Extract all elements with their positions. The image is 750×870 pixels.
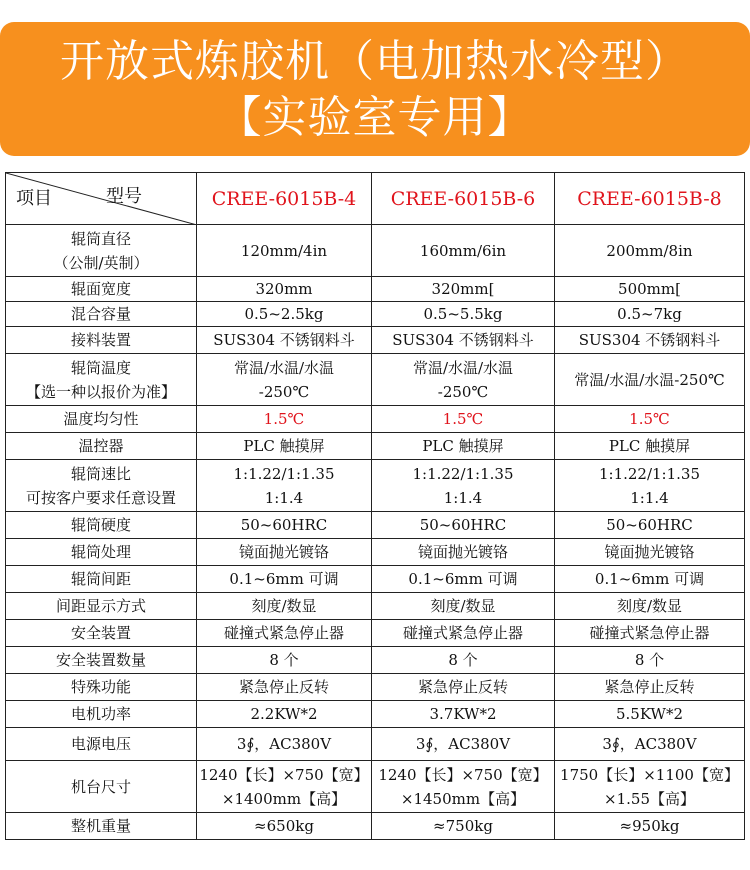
row-label-line: 可按客户要求任意设置: [25, 488, 176, 507]
value-line: 常温/水温/水温-250℃: [574, 370, 725, 389]
value-line: -250℃: [258, 382, 310, 401]
value-line: 320mm[: [431, 280, 495, 298]
table-row: [6, 647, 745, 674]
spec-body: [6, 225, 745, 840]
row-label: [6, 647, 197, 674]
value-cell: [197, 728, 372, 761]
table-row: [6, 354, 745, 406]
row-label: [6, 761, 197, 813]
value-line: 1.5℃: [263, 410, 305, 428]
value-cell: [372, 761, 555, 813]
value-line: 500mm[: [618, 280, 681, 298]
row-label: [6, 728, 197, 761]
value-line: 0.1~6mm 可调: [229, 570, 339, 588]
value-cell: [555, 566, 745, 593]
row-label-line: 辊筒处理: [70, 543, 131, 561]
row-label: [6, 620, 197, 647]
value-cell: [197, 512, 372, 539]
value-line: 0.5~7kg: [617, 305, 682, 323]
value-line: 碰撞式紧急停止器: [402, 624, 523, 642]
value-line: 50~60HRC: [240, 516, 328, 534]
row-label: [6, 406, 197, 433]
value-line: 镜面抛光镀铬: [238, 543, 329, 561]
value-line: 1240【长】×750【宽】: [378, 765, 548, 784]
value-cell: [197, 327, 372, 354]
value-cell: [372, 327, 555, 354]
value-line: 碰撞式紧急停止器: [223, 624, 344, 642]
row-label-line: 混合容量: [70, 305, 131, 323]
row-label-line: 间距显示方式: [55, 597, 146, 615]
table-row: [6, 701, 745, 728]
row-label: [6, 225, 197, 277]
value-cell: [555, 327, 745, 354]
value-cell: [555, 593, 745, 620]
value-line: ≈950kg: [619, 817, 680, 835]
value-line: 常温/水温/水温: [412, 358, 514, 377]
value-cell: [372, 406, 555, 433]
row-label-line: 温控器: [78, 437, 124, 455]
value-cell: [555, 647, 745, 674]
model-header-2: CREE-6015B-6: [372, 173, 555, 225]
value-line: 1:1.22/1:1.35: [412, 464, 514, 483]
value-line: PLC 触摸屏: [422, 437, 504, 455]
table-row: [6, 277, 745, 302]
value-line: 3∮，AC380V: [236, 735, 332, 753]
value-cell: [372, 566, 555, 593]
value-cell: [197, 647, 372, 674]
value-line: 常温/水温/水温: [233, 358, 335, 377]
value-line: 160mm/6in: [419, 241, 507, 260]
value-cell: [555, 225, 745, 277]
value-line: 1.5℃: [629, 410, 670, 428]
banner-subtitle: 【实验室专用】: [217, 92, 533, 143]
value-line: ≈650kg: [254, 817, 314, 835]
title-banner: [0, 22, 750, 156]
row-label-line: 机台尺寸: [70, 777, 131, 796]
value-line: 镜面抛光镀铬: [604, 543, 695, 561]
table-row: [6, 225, 745, 277]
row-label-line: 安全装置数量: [55, 651, 146, 669]
value-line: 刻度/数显: [251, 597, 317, 615]
value-line: 5.5KW*2: [616, 705, 683, 723]
value-line: 50~60HRC: [606, 516, 693, 534]
value-line: 刻度/数显: [616, 597, 683, 615]
table-row: [6, 761, 745, 813]
model-header-3: CREE-6015B-8: [555, 173, 745, 225]
table-row: [6, 539, 745, 566]
value-cell: [372, 460, 555, 512]
value-line: 刻度/数显: [430, 597, 496, 615]
row-label-line: 安全装置: [70, 624, 131, 642]
header-row: [6, 173, 745, 225]
value-line: ≈750kg: [433, 817, 493, 835]
row-label-line: 温度均匀性: [63, 410, 139, 428]
value-line: PLC 触摸屏: [243, 437, 325, 455]
value-cell: [372, 433, 555, 460]
value-line: PLC 触摸屏: [608, 437, 691, 455]
table-row: [6, 302, 745, 327]
row-label: [6, 302, 197, 327]
value-line: 紧急停止反转: [417, 678, 508, 696]
value-cell: [555, 302, 745, 327]
value-cell: [555, 674, 745, 701]
row-label: [6, 674, 197, 701]
value-line: SUS304 不锈钢料斗: [213, 331, 355, 349]
value-cell: [372, 539, 555, 566]
row-label-line: 辊面宽度: [70, 280, 131, 298]
value-line: 碰撞式紧急停止器: [589, 624, 710, 642]
table-row: [6, 512, 745, 539]
value-cell: [372, 354, 555, 406]
value-cell: [555, 701, 745, 728]
value-cell: [197, 539, 372, 566]
value-cell: [372, 620, 555, 647]
value-cell: [372, 728, 555, 761]
value-line: SUS304 不锈钢料斗: [578, 331, 721, 349]
row-label-line: 整机重量: [70, 817, 131, 835]
row-label: [6, 813, 197, 840]
value-line: 200mm/8in: [606, 241, 693, 260]
value-cell: [372, 277, 555, 302]
table-row: [6, 813, 745, 840]
corner-item-label: 项目: [16, 188, 52, 209]
value-cell: [372, 302, 555, 327]
table-row: [6, 433, 745, 460]
value-cell: [555, 354, 745, 406]
value-line: 镜面抛光镀铬: [417, 543, 508, 561]
corner-model-label: 型号: [106, 186, 142, 207]
value-line: -250℃: [437, 382, 489, 401]
value-line: 8 个: [448, 651, 478, 669]
row-label-line: 电机功率: [70, 705, 131, 723]
value-cell: [372, 647, 555, 674]
value-line: 120mm/4in: [240, 241, 328, 260]
value-cell: [197, 406, 372, 433]
row-label: [6, 433, 197, 460]
row-label: [6, 327, 197, 354]
value-cell: [555, 728, 745, 761]
value-line: 1:1.4: [264, 488, 304, 507]
value-cell: [555, 813, 745, 840]
value-line: 0.1~6mm 可调: [594, 570, 705, 588]
value-cell: [372, 701, 555, 728]
value-line: ×1450mm【高】: [400, 789, 526, 808]
value-line: 0.1~6mm 可调: [408, 570, 518, 588]
value-line: 0.5~5.5kg: [423, 305, 503, 323]
value-cell: [372, 674, 555, 701]
value-cell: [555, 539, 745, 566]
row-label: [6, 354, 197, 406]
value-cell: [197, 277, 372, 302]
value-cell: [197, 813, 372, 840]
value-cell: [555, 761, 745, 813]
value-cell: [197, 460, 372, 512]
value-line: 紧急停止反转: [604, 678, 695, 696]
table-row: [6, 593, 745, 620]
table-row: [6, 406, 745, 433]
value-line: 1.5℃: [442, 410, 484, 428]
row-label-line: 辊筒直径: [70, 229, 131, 248]
value-line: 320mm: [255, 280, 313, 298]
value-cell: [197, 302, 372, 327]
value-line: ×1400mm【高】: [221, 789, 347, 808]
row-label: [6, 460, 197, 512]
value-cell: [555, 460, 745, 512]
value-cell: [197, 620, 372, 647]
spec-table: [5, 172, 745, 840]
row-label: [6, 701, 197, 728]
value-cell: [555, 433, 745, 460]
value-cell: [197, 433, 372, 460]
row-label-line: 辊筒温度: [70, 358, 131, 377]
row-label: [6, 539, 197, 566]
table-row: [6, 566, 745, 593]
value-line: 3∮，AC380V: [602, 735, 697, 753]
row-label-line: 特殊功能: [70, 678, 131, 696]
value-line: 1240【长】×750【宽】: [199, 765, 369, 784]
value-line: 1:1.4: [443, 488, 483, 507]
value-line: 紧急停止反转: [238, 678, 329, 696]
row-label-line: 辊筒间距: [70, 570, 131, 588]
table-row: [6, 620, 745, 647]
value-line: 50~60HRC: [419, 516, 507, 534]
value-line: 1:1.4: [630, 488, 669, 507]
value-cell: [372, 593, 555, 620]
banner-title: 开放式炼胶机（电加热水冷型）: [60, 36, 690, 87]
value-line: 0.5~2.5kg: [244, 305, 324, 323]
row-label-line: 【选一种以报价为准】: [25, 382, 176, 401]
value-line: 8 个: [269, 651, 299, 669]
value-cell: [555, 277, 745, 302]
table-row: [6, 327, 745, 354]
value-cell: [197, 761, 372, 813]
value-line: 1:1.22/1:1.35: [233, 464, 335, 483]
value-cell: [197, 566, 372, 593]
value-cell: [197, 225, 372, 277]
value-cell: [197, 354, 372, 406]
row-label: [6, 277, 197, 302]
model-header-1: CREE-6015B-4: [197, 173, 372, 225]
table-row: [6, 728, 745, 761]
value-cell: [372, 512, 555, 539]
value-cell: [555, 406, 745, 433]
value-line: 3.7KW*2: [429, 705, 497, 723]
value-cell: [372, 225, 555, 277]
value-cell: [197, 674, 372, 701]
row-label-line: 辊筒硬度: [70, 516, 131, 534]
value-line: 8 个: [634, 651, 665, 669]
value-cell: [197, 701, 372, 728]
row-label-line: 辊筒速比: [70, 464, 131, 483]
row-label-line: （公制/英制）: [53, 253, 149, 272]
table-row: [6, 460, 745, 512]
value-line: 1:1.22/1:1.35: [598, 464, 701, 483]
value-line: 1750【长】×1100【宽】: [560, 765, 739, 784]
row-label-line: 电源电压: [70, 735, 131, 753]
value-cell: [372, 813, 555, 840]
value-cell: [197, 593, 372, 620]
corner-cell: [6, 173, 197, 225]
value-cell: [555, 512, 745, 539]
row-label: [6, 566, 197, 593]
value-line: 3∮，AC380V: [415, 735, 511, 753]
value-cell: [555, 620, 745, 647]
table-row: [6, 674, 745, 701]
value-line: SUS304 不锈钢料斗: [392, 331, 534, 349]
row-label: [6, 593, 197, 620]
value-line: 2.2KW*2: [250, 705, 318, 723]
value-line: ×1.55【高】: [604, 789, 695, 808]
row-label: [6, 512, 197, 539]
row-label-line: 接料装置: [70, 331, 131, 349]
